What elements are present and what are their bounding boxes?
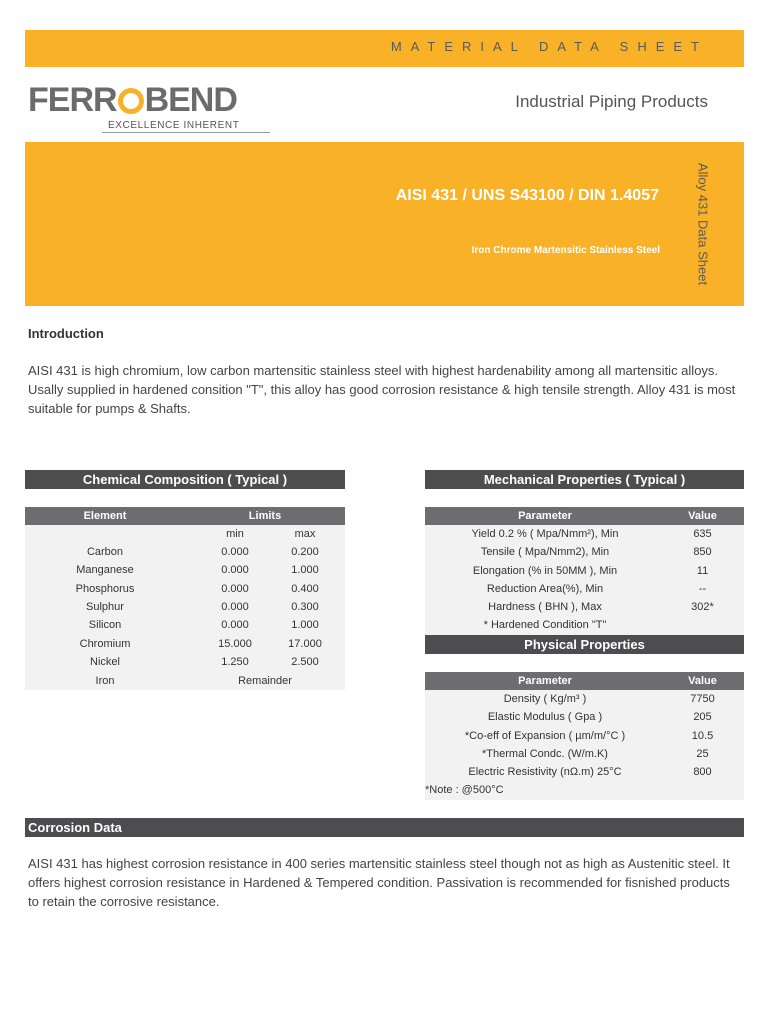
element-cell: Sulphur <box>86 600 124 613</box>
value-cell: 25 <box>696 747 709 760</box>
chemical-row <box>25 561 345 579</box>
physical-row <box>425 763 744 781</box>
parameter-cell: Density ( Kg/m³ ) <box>503 693 587 705</box>
chemical-composition-heading: Chemical Composition ( Typical ) <box>25 470 345 489</box>
min-cell: 1.250 <box>221 655 249 668</box>
value-cell: 10.5 <box>691 729 714 742</box>
element-cell: Manganese <box>76 564 134 577</box>
max-cell: 0.400 <box>291 582 319 595</box>
top-banner <box>25 30 744 67</box>
value-column-header: Value <box>688 675 717 687</box>
max-cell: 0.200 <box>291 546 319 558</box>
mechanical-properties-heading: Mechanical Properties ( Typical ) <box>425 470 744 489</box>
mechanical-row <box>425 562 744 580</box>
company-logo <box>28 82 253 134</box>
logo-tagline: EXCELLENCE INHERENT <box>108 120 240 131</box>
logo-divider <box>102 132 270 133</box>
physical-row <box>425 708 744 726</box>
element-cell: Silicon <box>88 619 122 632</box>
parameter-column-header: Parameter <box>518 675 572 687</box>
chemical-row <box>25 580 345 598</box>
min-cell: 15.000 <box>218 637 252 650</box>
corrosion-data-heading: Corrosion Data <box>25 818 744 837</box>
min-cell: 0.000 <box>221 564 249 577</box>
parameter-cell: Reduction Area(%), Min <box>486 582 604 595</box>
logo-ring-icon <box>118 88 144 114</box>
mechanical-row <box>425 598 744 616</box>
header-subtitle: Industrial Piping Products <box>515 92 708 111</box>
physical-note: *Note : @500°C <box>425 784 504 796</box>
physical-table-header <box>425 672 744 690</box>
parameter-cell: Elastic Modulus ( Gpa ) <box>487 711 603 724</box>
element-cell: Nickel <box>90 655 120 668</box>
parameter-cell: *Co-eff of Expansion ( µm/m/°C ) <box>464 729 626 742</box>
chemical-minmax-row: min max <box>226 528 316 540</box>
mechanical-row <box>425 580 744 598</box>
max-cell: 0.300 <box>291 600 319 613</box>
min-cell: 0.000 <box>221 619 249 632</box>
grade-subtitle: Iron Chrome Martensitic Stainless Steel <box>471 245 660 256</box>
limits-column-header: Limits <box>248 510 282 522</box>
chemical-table-header <box>25 507 345 525</box>
physical-properties-heading: Physical Properties <box>425 635 744 654</box>
max-cell: 17.000 <box>288 637 322 650</box>
value-cell: 800 <box>693 766 712 779</box>
physical-row <box>425 690 744 708</box>
grade-title: AISI 431 / UNS S43100 / DIN 1.4057 <box>395 187 659 204</box>
min-cell: 0.000 <box>221 600 249 613</box>
chemical-row <box>25 543 345 561</box>
mechanical-row <box>425 525 744 543</box>
physical-row <box>425 745 744 763</box>
min-cell: 0.000 <box>221 582 249 595</box>
chemical-row <box>25 598 345 616</box>
title-banner <box>25 142 744 306</box>
max-cell: 1.000 <box>291 619 319 632</box>
min-cell: 0.000 <box>221 546 249 558</box>
value-cell: 635 <box>693 528 712 540</box>
chemical-row-iron: Iron Remainder <box>95 675 292 687</box>
parameter-cell: Electric Resistivity (nΩ.m) 25°C <box>468 766 622 779</box>
physical-row <box>425 727 744 745</box>
mechanical-table-header <box>425 507 744 525</box>
logo-wordmark: FERR BEND <box>28 81 237 119</box>
max-cell: 2.500 <box>291 655 319 668</box>
mechanical-row <box>425 543 744 561</box>
value-cell: 11 <box>696 564 709 577</box>
parameter-cell: Hardness ( BHN ), Max <box>488 601 602 614</box>
parameter-cell: *Thermal Condc. (W/m.K) <box>482 747 608 760</box>
chemical-row <box>25 635 345 653</box>
parameter-column-header: Parameter <box>518 510 572 522</box>
element-cell: Carbon <box>86 546 124 558</box>
corrosion-data-text: AISI 431 has highest corrosion resistance in 400 series martensitic stainless steel though not as high as Austenitic steel. It offers highest corrosion resistance in Hardened & Tempered condition. Passivation is recommended for fisnished products to retain the corrosive resistance. <box>28 856 730 909</box>
value-cell: -- <box>698 582 707 595</box>
value-cell: 205 <box>693 711 712 724</box>
value-column-header: Value <box>688 510 717 522</box>
parameter-cell: Tensile ( Mpa/Nmm2), Min <box>480 546 610 559</box>
parameter-cell: Yield 0.2 % ( Mpa/Nmm²), Min <box>471 528 619 540</box>
mechanical-note: * Hardened Condition "T" <box>483 619 607 631</box>
chemical-row <box>25 616 345 634</box>
element-cell: Chromium <box>79 637 131 650</box>
value-cell: 302* <box>691 601 714 614</box>
vertical-side-label: Alloy 431 Data Sheet <box>695 162 711 286</box>
value-cell: 850 <box>693 546 712 559</box>
element-column-header: Element <box>83 510 127 522</box>
chemical-row <box>25 653 345 671</box>
introduction-heading: Introduction <box>28 326 104 341</box>
parameter-cell: Elongation (% in 50MM ), Min <box>472 564 618 577</box>
document-type-label: MATERIAL DATA SHEET <box>390 39 708 54</box>
max-cell: 1.000 <box>291 564 319 577</box>
value-cell: 7750 <box>690 693 715 705</box>
element-cell: Phosphorus <box>75 582 135 595</box>
introduction-text: AISI 431 is high chromium, low carbon martensitic stainless steel with highest hardenability among all martensitic alloys. Usally supplied in hardened consition "T", this alloy has good corrosion resistance & high tensile strength. Alloy 431 is most suitable for pumps & Shafts. <box>28 363 736 416</box>
